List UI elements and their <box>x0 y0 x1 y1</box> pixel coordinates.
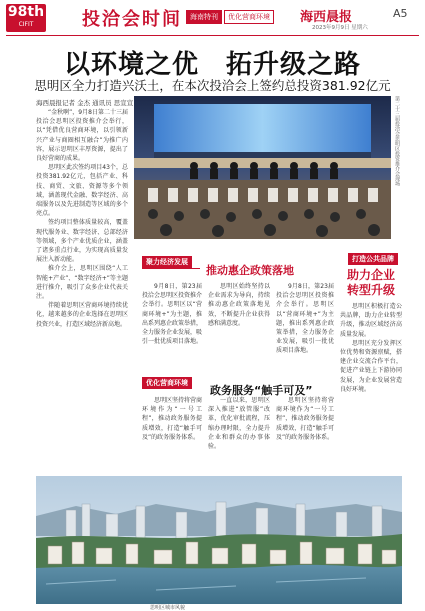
article-title-services: 政务服务“触手可及” <box>210 384 313 397</box>
article-paragraph: 一直以来，思明区深入推进“放管服”改革，优化审批流程，压缩办理时限，全力提升企业和群众的办事体验。 <box>208 397 270 451</box>
section-label-brand: 打造公共品牌 <box>348 253 398 265</box>
article-column-a <box>142 282 202 376</box>
lead-paragraph: 伴随着思明区营商环境持续优化，越来越多的企业选择在思明区投资兴业，打造区域经济新高地。 <box>36 302 128 328</box>
byline: 海西晨报记者 金杰 通讯员 思宣宣 <box>36 99 134 107</box>
article-paragraph: 9月8日，第23届投洽会思明区投资推介会举行。思明区以“营商环境+”为主题，推出系列惠企政策举措，全力服务企业发展，吸引一批优质项目落地。 <box>276 283 334 355</box>
lead-paragraph: 推介会上，思明区围绕“人工智能+产业”、“数字经济+”等主题进行推介，吸引了众多企业代表关注。 <box>36 265 128 301</box>
city-photo-caption: 思明区城市风貌 <box>150 605 186 611</box>
section-rule <box>142 268 200 269</box>
badge-secondary: 优化营商环境 <box>224 10 274 24</box>
right-article-title <box>340 268 402 298</box>
conference-photo <box>134 96 391 239</box>
section-label-business: 优化营商环境 <box>142 377 192 389</box>
right-title-line-2: 转型升级 <box>346 283 395 297</box>
subheadline: 思明区全力打造兴沃土，在本次投洽会上签约总投资381.92亿元 <box>34 78 391 93</box>
right-article-column <box>340 302 402 472</box>
article-column-e <box>208 396 270 472</box>
masthead <box>0 0 425 36</box>
lead-paragraph: 签约项目整体质量较高，覆盖现代服务业、数字经济、总部经济等领域，多个产业优质企业，涵盖了诸多重点行业，为实现高质量发展注入新动能。 <box>36 219 128 264</box>
article-paragraph: 9月8日，第23届投洽会思明区投资推介会举行。思明区以“营商环境+”为主题，推出系列惠企政策举措，全力服务企业发展，吸引一批优质项目落地。 <box>142 283 202 346</box>
article-paragraph: 思明区始终坚持以企业需求为导向，持续推动惠企政策落地见效，不断提升企业获得感和满意度。 <box>208 283 270 327</box>
cifit-logo <box>6 4 46 32</box>
lead-paragraph: “金秋啊”，9月8日第二十三届投洽会思明区投资推介会举行，以“凭借优良营商环境，以引领新兴产业与商圈相互融合”为推广内容，展示思明区丰厚资源，提出了良好营商的成果。 <box>36 109 128 163</box>
city-photo <box>36 476 402 604</box>
badge-primary: 海南特刊 <box>186 10 222 24</box>
section-title: 投洽会时间 <box>82 9 182 30</box>
article-title-policy: 推动惠企政策落地 <box>206 264 294 277</box>
page-number: A5 <box>393 7 408 20</box>
article-column-d <box>142 396 202 472</box>
conference-photo-image <box>134 96 391 239</box>
right-title-line-1: 助力企业 <box>346 268 395 282</box>
masthead-rule <box>6 35 419 36</box>
article-column-c <box>276 282 334 376</box>
logo-big-text: 98th <box>7 4 45 20</box>
headline: 以环境之优 拓升级之路 <box>63 50 361 80</box>
conference-photo-caption: 第二十三届投洽会思明区投资推介会现场 <box>394 96 400 186</box>
lead-paragraph: 思明区此次签约项目43个，总投资381.92亿元，包括产业、科技、商贸、文旅、资源等多个领域，涵盖现代金融、数字经济、高端服务以及先进制造等区域的多个亮点。 <box>36 164 128 218</box>
article-paragraph: 思明区积极打造公共品牌，助力企业转型升级，推动区域经济高质量发展。 <box>340 303 402 338</box>
city-photo-image <box>36 476 402 604</box>
logo-small-text: CIFIT <box>18 21 34 28</box>
article-column-f <box>276 396 334 472</box>
article-paragraph: 思明区坚持将营商环境作为“一号工程”，推动政务服务提质增效，打造“触手可及”的政务服务体系。 <box>142 397 202 441</box>
section-label-economy: 聚力经济发展 <box>142 256 192 268</box>
article-paragraph: 思明区坚持将营商环境作为“一号工程”，推动政务服务提质增效，打造“触手可及”的政务服务体系。 <box>276 397 334 441</box>
paper-name: 海西晨报 <box>300 10 353 25</box>
date-line: 2023年9月9日 星期六 <box>312 25 368 31</box>
article-paragraph: 思明区充分发挥区位优势和资源禀赋，搭建企业交流合作平台，促进产业链上下游协同发展，为企业发展营造良好环境。 <box>340 339 402 393</box>
article-column-b <box>208 282 270 376</box>
